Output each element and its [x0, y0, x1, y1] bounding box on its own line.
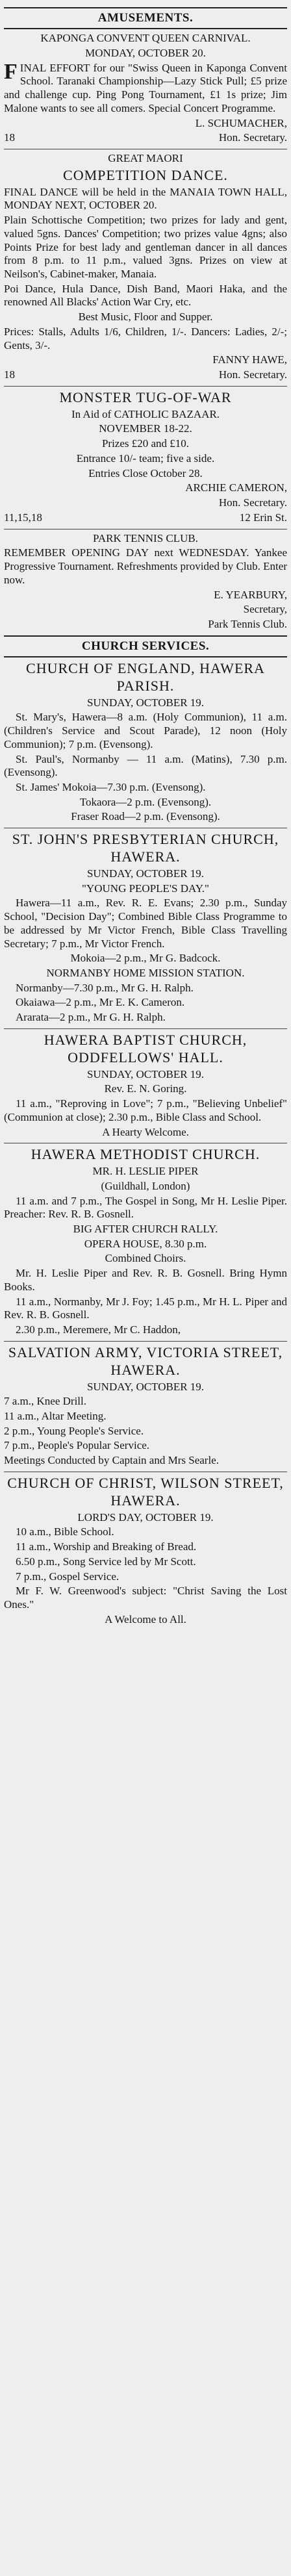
notice-preacher: Rev. E. N. Goring.: [104, 1082, 187, 1095]
salvation-army-notice: [4, 1344, 287, 1468]
ad-footer: [4, 131, 287, 145]
notice-title: HAWERA METHODIST CHURCH.: [31, 1146, 260, 1163]
ad-title: PARK TENNIS CLUB.: [92, 531, 198, 544]
notice-line: Mokoia—2 p.m., Mr G. Badcock.: [70, 952, 221, 965]
ad-role: Secretary,: [243, 603, 287, 616]
ad-signer: E. YEARBURY,: [214, 588, 287, 601]
notice-title: CHURCH OF CHRIST, WILSON STREET, HAWERA.: [7, 1474, 284, 1509]
notice-line: Mr F. W. Greenwood's subject: "Christ Saving the Lost Ones.": [4, 1585, 287, 1611]
ad-address: 12 Erin St.: [239, 511, 287, 524]
notice-line: Fraser Road—2 p.m. (Evensong).: [71, 810, 220, 823]
notice-line: 7 p.m., Gospel Service.: [16, 1570, 120, 1583]
amusements-heading: AMUSEMENTS.: [97, 11, 194, 25]
ad-line: Best Music, Floor and Supper.: [78, 311, 213, 324]
baptist-notice: [4, 1032, 287, 1139]
ad-line: FINAL DANCE will be held in the MANAIA TOWN HALL, MONDAY NEXT, OCTOBER 20.: [4, 185, 287, 212]
notice-line: 11 a.m., Altar Meeting.: [4, 1410, 107, 1422]
ad-heading: COMPETITION DANCE.: [63, 166, 228, 183]
notice-line: 6.50 p.m., Song Service led by Mr Scott.: [16, 1555, 196, 1568]
ad-body: [4, 59, 287, 116]
notice-line: 2.30 p.m., Meremere, Mr C. Haddon,: [16, 1323, 181, 1336]
church-services-heading: CHURCH SERVICES.: [81, 639, 210, 653]
church-of-christ-notice: [4, 1475, 287, 1627]
ad-heading: MONSTER TUG-OF-WAR: [59, 389, 232, 405]
section-rule: [4, 656, 287, 657]
ad-role: Hon. Secretary.: [218, 496, 287, 509]
ad-issue-number: 11,15,18: [4, 511, 42, 524]
ad-issue-number: 18: [4, 131, 15, 144]
notice-date: LORD'S DAY, OCTOBER 19.: [77, 1511, 214, 1524]
ad-role: Hon. Secretary.: [218, 131, 287, 144]
kaponga-carnival-ad: [4, 32, 287, 145]
notice-line: 11 a.m., Normanby, Mr J. Foy; 1.45 p.m., Mr H. L. Piper and Rev. R. B. Gosnell.: [4, 1295, 287, 1321]
ad-date: MONDAY, OCTOBER 20.: [85, 46, 206, 59]
maori-dance-ad: [4, 152, 287, 382]
top-rule: [4, 7, 287, 8]
notice-welcome: A Hearty Welcome.: [102, 1125, 189, 1138]
ad-line: Prices: Stalls, Adults 1/6, Children, 1/-. Dancers: Ladies, 2/-; Gents, 3/-.: [4, 325, 287, 351]
ad-signer: ARCHIE CAMERON,: [185, 481, 287, 494]
divider: [4, 386, 287, 387]
notice-theme: "YOUNG PEOPLE'S DAY.": [82, 882, 209, 895]
ad-signer: L. SCHUMACHER,: [195, 116, 287, 129]
notice-rally: BIG AFTER CHURCH RALLY.: [73, 1223, 218, 1235]
ad-footer: [4, 511, 287, 525]
notice-choirs: Combined Choirs.: [105, 1252, 186, 1265]
ad-subtitle: In Aid of CATHOLIC BAZAAR.: [71, 407, 220, 420]
ad-body-text: INAL EFFORT for our "Swiss Queen in Kaponga Convent School. Taranaki Championship—Lazy Stick Pull; £5 prize and challenge cup. Ping Pong Tournament, £1 1s prize; Jim Malone wants to see all comers. Special Concert Programme.: [4, 61, 287, 114]
ad-title: GREAT MAORI: [108, 152, 183, 165]
drop-cap: F: [4, 59, 18, 84]
notice-date: SUNDAY, OCTOBER 19.: [86, 1067, 205, 1080]
notice-line: Hawera—11 a.m., Rev. R. E. Evans; 2.30 p.m., Sunday School, "Decision Day"; Combined Bible Class Programme to be addressed by Mr Victor French, Bible Class Travelling Secretary; 7 p.m., Mr Victor French.: [4, 897, 287, 950]
notice-date: SUNDAY, OCTOBER 19.: [86, 696, 205, 709]
ad-line: Plain Schottische Competition; two prizes for lady and gent, valued 5gns. Dances' Competition; two prizes value 4gns; also Points Prize for best lady and gentleman dancer in all dances from 8 p.m. to 11 p.m., valued 3gns. Prizes on view at Neilson's, Cabinet-maker, Manaia.: [4, 214, 287, 281]
notice-title: SALVATION ARMY, VICTORIA STREET, HAWERA.: [8, 1344, 283, 1378]
tug-of-war-ad: [4, 389, 287, 525]
notice-line: 7 a.m., Knee Drill.: [4, 1395, 86, 1408]
church-of-england-notice: [4, 660, 287, 824]
notice-line: 7 p.m., People's Popular Service.: [4, 1439, 150, 1452]
methodist-notice: [4, 1146, 287, 1337]
notice-body: Mr. H. Leslie Piper and Rev. R. B. Gosnell. Bring Hymn Books.: [4, 1267, 287, 1293]
notice-line: St. James' Mokoia—7.30 p.m. (Evensong).: [16, 780, 206, 793]
notice-line: Tokaora—2 p.m. (Evensong).: [79, 795, 212, 808]
ad-line: Poi Dance, Hula Dance, Dish Band, Maori Haka, and the renowned All Blacks' Action War Cry, etc.: [4, 282, 287, 309]
notice-line: Meetings Conducted by Captain and Mrs Searle.: [4, 1454, 219, 1467]
notice-line: St. Paul's, Normanby — 11 a.m. (Matins), 7.30 p.m. (Evensong).: [4, 752, 287, 779]
notice-line: St. Mary's, Hawera—8 a.m. (Holy Communion), 11 a.m. (Children's Service and Scout Parade), 12 noon (Holy Communion); 7 p.m. (Evensong).: [4, 711, 287, 750]
ad-footer: [4, 368, 287, 382]
ad-line: Prizes £20 and £10.: [101, 437, 190, 450]
notice-title: ST. JOHN'S PRESBYTERIAN CHURCH, HAWERA.: [12, 831, 279, 865]
notice-line: 10 a.m., Bible School.: [16, 1525, 114, 1538]
ad-role: Hon. Secretary.: [218, 368, 287, 381]
notice-opera: OPERA HOUSE, 8.30 p.m.: [84, 1237, 207, 1250]
ad-issue-number: 18: [4, 368, 15, 381]
divider: [4, 1028, 287, 1029]
notice-line: Ararata—2 p.m., Mr G. H. Ralph.: [16, 1011, 166, 1024]
park-tennis-ad: [4, 532, 287, 631]
notice-mission: NORMANBY HOME MISSION STATION.: [46, 966, 245, 979]
ad-line: Entries Close October 28.: [88, 466, 203, 479]
notice-speaker: MR. H. LESLIE PIPER: [92, 1165, 199, 1178]
ad-signer: FANNY HAWE,: [212, 353, 287, 366]
section-rule: [4, 635, 287, 637]
section-rule: [4, 28, 287, 29]
notice-welcome: A Welcome to All.: [105, 1613, 186, 1626]
notice-line: 2 p.m., Young People's Service.: [4, 1424, 144, 1437]
ad-title: KAPONGA CONVENT QUEEN CARNIVAL.: [40, 32, 251, 45]
notice-title: CHURCH OF ENGLAND, HAWERA PARISH.: [26, 659, 265, 694]
presbyterian-notice: [4, 831, 287, 1025]
notice-line: Normanby—7.30 p.m., Mr G. H. Ralph.: [16, 981, 194, 994]
ad-dates: NOVEMBER 18-22.: [99, 422, 192, 435]
notice-body: 11 a.m., "Reproving in Love"; 7 p.m., "Believing Unbelief" (Communion at close); 2.30 p.m., Bible Class and School.: [4, 1097, 287, 1123]
notice-line: Okaiawa—2 p.m., Mr E. K. Cameron.: [16, 996, 185, 1009]
ad-org: Park Tennis Club.: [208, 618, 287, 630]
newspaper-column: [4, 0, 287, 1626]
notice-venue: (Guildhall, London): [101, 1179, 190, 1192]
notice-body: 11 a.m. and 7 p.m., The Gospel in Song, Mr H. Leslie Piper. Preacher: Rev. R. B. Gosnell.: [4, 1194, 287, 1221]
divider: [4, 1341, 287, 1342]
notice-line: 11 a.m., Worship and Breaking of Bread.: [16, 1540, 197, 1553]
ad-body: REMEMBER OPENING DAY next WEDNESDAY. Yankee Progressive Tournament. Refreshments provided by Club. Enter now.: [4, 546, 287, 586]
notice-title: HAWERA BAPTIST CHURCH, ODDFELLOWS' HALL.: [44, 1031, 247, 1065]
ad-line: Entrance 10/- team; five a side.: [76, 452, 215, 465]
notice-date: SUNDAY, OCTOBER 19.: [86, 867, 205, 880]
notice-date: SUNDAY, OCTOBER 19.: [86, 1380, 205, 1393]
